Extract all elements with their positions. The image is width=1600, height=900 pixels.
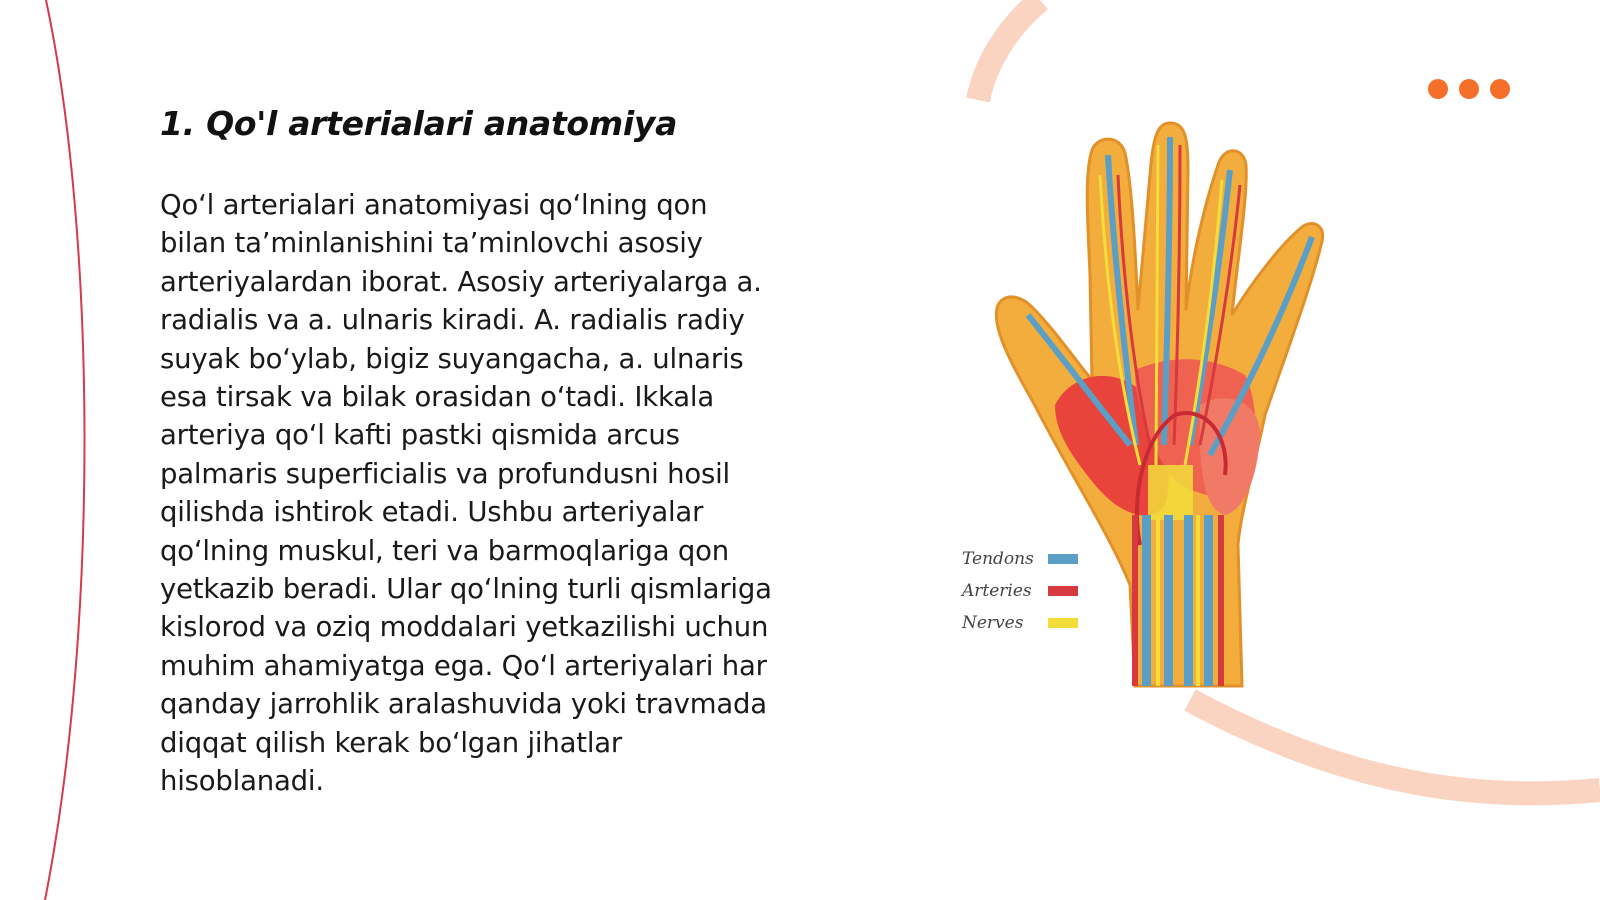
top-arc-decoration (978, 0, 1040, 100)
dot-icon (1459, 79, 1479, 99)
body-line: qo‘lning muskul, teri va barmoqlariga qon (160, 534, 729, 567)
body-line: esa tirsak va bilak orasidan o‘tadi. Ikkala (160, 381, 714, 414)
body-line: yetkazib beradi. Ular qo‘lning turli qismlariga (160, 573, 772, 606)
wrist-tendon (1142, 515, 1151, 686)
body-line: kislorod va oziq moddalari yetkazilishi uchun (160, 611, 769, 644)
body-line: arteriya qo‘l kafti pastki qismida arcus (160, 419, 680, 452)
legend-label-arteries: Arteries (962, 581, 1032, 601)
legend-label-nerves: Nerves (962, 613, 1024, 633)
wrist-tendon (1164, 515, 1173, 686)
wrist-tendon (1184, 515, 1193, 686)
hand-drawing (996, 123, 1322, 686)
body-line: bilan ta’minlanishini ta’minlovchi asosiy (160, 227, 703, 260)
body-line: hisoblanadi. (160, 765, 324, 798)
wrist-nerve (1196, 515, 1200, 686)
three-dots-icon (1428, 79, 1510, 99)
body-line: palmaris superficialis va profundusni hosil (160, 457, 731, 490)
legend-swatch-tendons (1048, 554, 1078, 564)
body-line: suyak bo‘ylab, bigiz suyangacha, a. ulnaris (160, 342, 744, 375)
dot-icon (1490, 79, 1510, 99)
dot-icon (1428, 79, 1448, 99)
legend (960, 549, 1078, 633)
nerve-middle (1156, 145, 1158, 465)
legend-label-tendons: Tendons (962, 549, 1034, 569)
hand-anatomy-illustration (960, 115, 1360, 705)
body-line: arteriyalardan iborat. Asosiy arteriyalarga a. (160, 265, 762, 298)
ulnar-artery (1218, 515, 1224, 686)
body-line: qanday jarrohlik aralashuvida yoki travmada (160, 688, 767, 721)
slide-body-text (160, 186, 850, 801)
body-line: radialis va a. ulnaris kiradi. A. radialis radiy (160, 304, 745, 337)
slide-title: 1. Qo'l arterialari anatomiya (160, 104, 678, 143)
bottom-arc-decoration (1190, 700, 1600, 793)
body-line: muhim ahamiyatga ega. Qo‘l arteriyalari har (160, 649, 767, 682)
body-line: Qo‘l arterialari anatomiyasi qo‘lning qon (160, 189, 708, 221)
wrist-tendon (1204, 515, 1213, 686)
body-line: qilishda ishtirok etadi. Ushbu arteriyalar (160, 496, 704, 529)
legend-swatch-arteries (1048, 586, 1078, 596)
body-line: diqqat qilish kerak bo‘lgan jihatlar (160, 726, 623, 759)
wrist-nerve (1156, 515, 1160, 686)
radial-artery (1132, 515, 1138, 686)
carpal-ligament (1148, 465, 1193, 520)
legend-swatch-nerves (1048, 618, 1078, 628)
left-border-curve (45, 0, 85, 900)
